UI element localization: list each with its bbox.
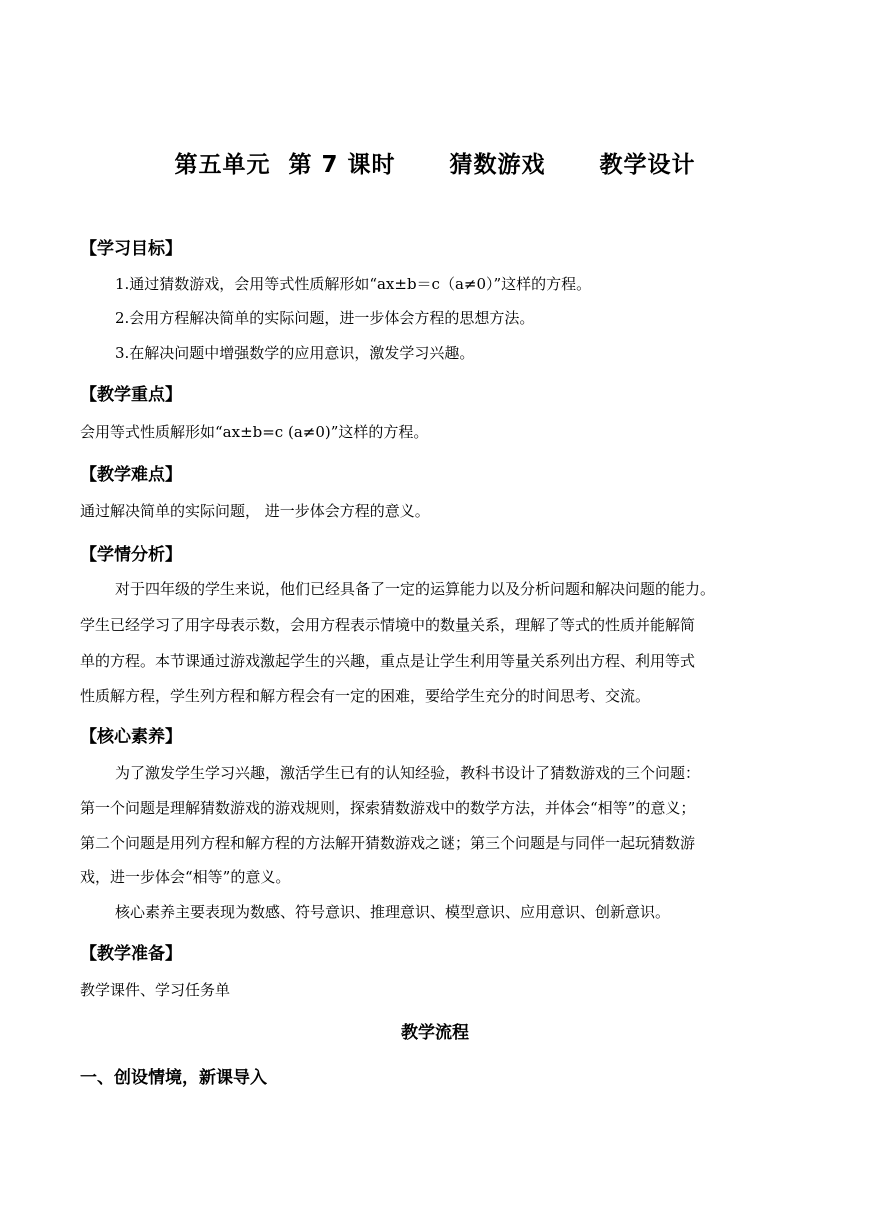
analysis-line: 学生已经学习了用字母表示数，会用方程表示情境中的数量关系，理解了等式的性质并能解简 bbox=[80, 616, 696, 634]
literacy-heading: 【核心素养】 bbox=[80, 727, 182, 747]
key-points-heading: 【教学重点】 bbox=[80, 385, 182, 405]
goal-item-1: 1.通过猜数游戏，会用等式性质解形如“ax±b＝c（a≠0）”这样的方程。 bbox=[115, 275, 592, 293]
analysis-line: 性质解方程，学生列方程和解方程会有一定的困难，要给学生充分的时间思考、交流。 bbox=[80, 687, 651, 705]
literacy-line: 戏，进一步体会“相等”的意义。 bbox=[80, 868, 291, 886]
goal-item-3: 3.在解决问题中增强数学的应用意识，激发学习兴趣。 bbox=[115, 344, 475, 362]
preparation-heading: 【教学准备】 bbox=[80, 944, 182, 964]
difficulties-heading: 【教学难点】 bbox=[80, 465, 182, 485]
goal-item-2: 2.会用方程解决简单的实际问题，进一步体会方程的思想方法。 bbox=[115, 309, 535, 327]
difficulties-text: 通过解决简单的实际问题， 进一步体会方程的意义。 bbox=[80, 502, 430, 520]
document-title: 第五单元 第 7 课时 猜数游戏 教学设计 bbox=[174, 152, 696, 178]
analysis-line: 单的方程。本节课通过游戏激起学生的兴趣，重点是让学生利用等量关系列出方程、利用等式 bbox=[80, 652, 696, 670]
literacy-line: 核心素养主要表现为数感、符号意识、推理意识、模型意识、应用意识、创新意识。 bbox=[115, 903, 671, 921]
literacy-line: 为了激发学生学习兴趣，激活学生已有的认知经验，教科书设计了猜数游戏的三个问题： bbox=[115, 764, 701, 782]
section-one-heading: 一、创设情境，新课导入 bbox=[80, 1068, 267, 1088]
key-points-text: 会用等式性质解形如“ax±b=c (a≠0)”这样的方程。 bbox=[80, 423, 429, 441]
preparation-text: 教学课件、学习任务单 bbox=[80, 981, 231, 999]
analysis-line: 对于四年级的学生来说，他们已经具备了一定的运算能力以及分析问题和解决问题的能力。 bbox=[115, 580, 716, 598]
literacy-line: 第一个问题是理解猜数游戏的游戏规则，探索猜数游戏中的数学方法，并体会“相等”的意义； bbox=[80, 799, 696, 817]
learning-goals-heading: 【学习目标】 bbox=[80, 239, 182, 259]
analysis-heading: 【学情分析】 bbox=[80, 545, 182, 565]
process-heading: 教学流程 bbox=[401, 1023, 469, 1043]
literacy-line: 第二个问题是用列方程和解方程的方法解开猜数游戏之谜；第三个问题是与同伴一起玩猜数游 bbox=[80, 834, 696, 852]
